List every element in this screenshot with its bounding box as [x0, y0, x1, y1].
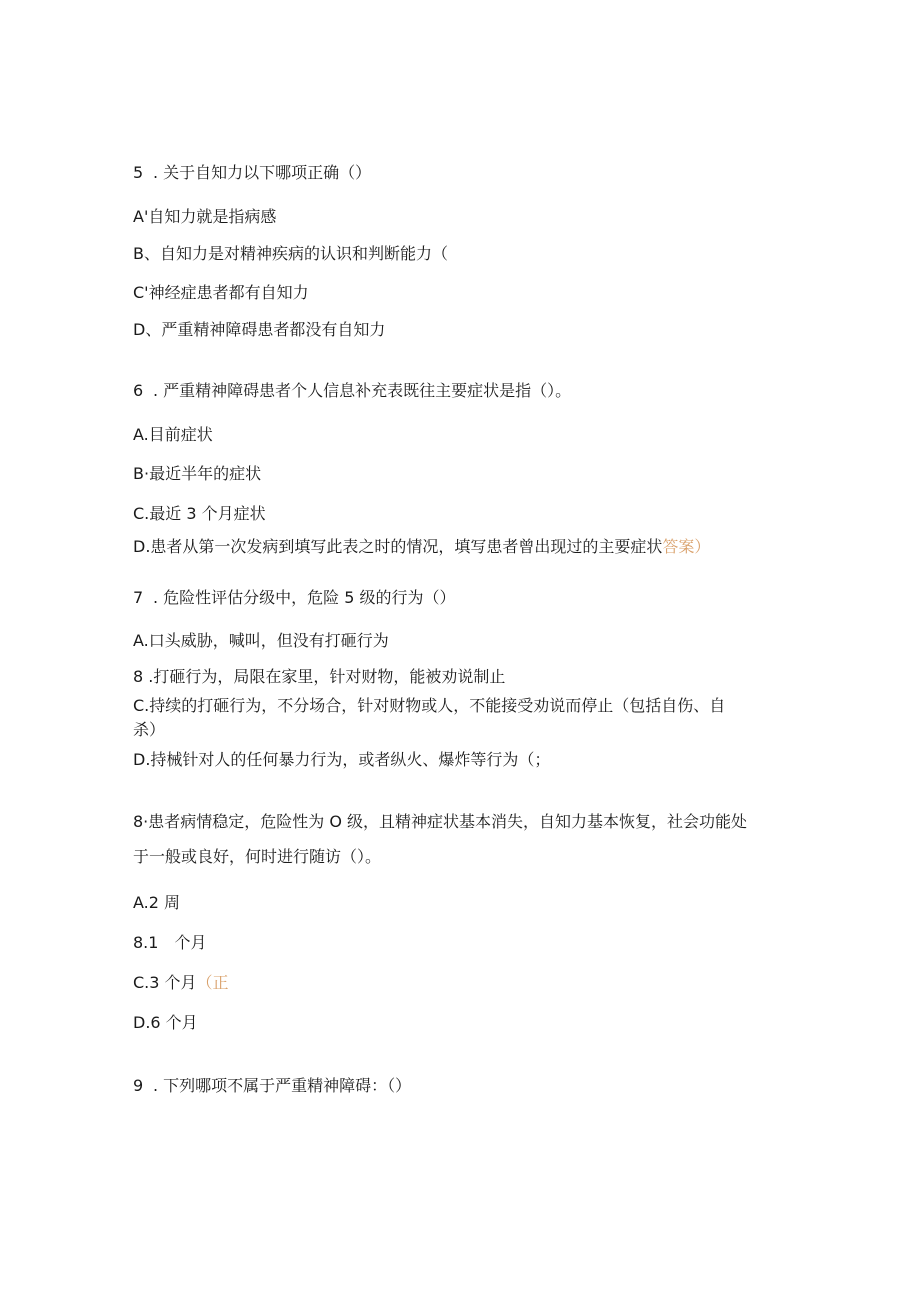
- q7-option-c: C.持续的打砸行为，不分场合，针对财物或人，不能接受劝说而停止（包括自伤、自: [133, 696, 726, 715]
- q5-option-a: A'自知力就是指病感: [133, 207, 277, 226]
- q6-option-d: [133, 537, 710, 557]
- question-text: . 严重精神障碍患者个人信息补充表既往主要症状是指（）。: [153, 381, 572, 400]
- question-9-stem: [133, 1076, 411, 1096]
- q8-option-d: D.6 个月: [133, 1013, 198, 1032]
- question-text: . 下列哪项不属于严重精神障碍：（）: [153, 1076, 412, 1095]
- q8-option-b: 8.1 个月: [133, 933, 207, 952]
- q7-option-c-continued: 杀）: [133, 720, 166, 739]
- question-8-stem: 8·患者病情稳定，危险性为 O 级，且精神症状基本消失，自知力基本恢复，社会功能处: [133, 812, 748, 831]
- q5-option-c: C'神经症患者都有自知力: [133, 283, 309, 302]
- q7-option-b: 8 .打砸行为，局限在家里，针对财物，能被劝说制止: [133, 667, 506, 686]
- q5-option-b: B、自知力是对精神疾病的认识和判断能力（: [133, 244, 448, 263]
- answer-note: （正: [196, 973, 229, 992]
- answer-note: 答案）: [662, 537, 711, 556]
- question-6-stem: [133, 381, 571, 401]
- option-text: D.患者从第一次发病到填写此表之时的情况，填写患者曾出现过的主要症状: [133, 537, 663, 556]
- question-7-stem: [133, 588, 456, 608]
- question-number: 7: [133, 588, 144, 607]
- q7-option-a: A.口头威胁，喊叫，但没有打砸行为: [133, 631, 389, 650]
- option-text: C.3 个月: [133, 973, 197, 992]
- q6-option-a: A.目前症状: [133, 425, 213, 444]
- question-8-stem-continued: 于一般或良好，何时进行随访（）。: [133, 847, 382, 866]
- q6-option-b: B·最近半年的症状: [133, 464, 262, 483]
- question-number: 6: [133, 381, 144, 400]
- q8-option-c: [133, 973, 229, 993]
- q5-option-d: D、严重精神障碍患者都没有自知力: [133, 320, 386, 339]
- q7-option-d: D.持械针对人的任何暴力行为，或者纵火、爆炸等行为（；: [133, 750, 551, 769]
- question-number: 9: [133, 1076, 144, 1095]
- question-text: . 关于自知力以下哪项正确（）: [153, 163, 372, 182]
- question-5-stem: [133, 163, 371, 183]
- q8-option-a: A.2 周: [133, 893, 181, 912]
- question-text: . 危险性评估分级中，危险 5 级的行为（）: [153, 588, 456, 607]
- q6-option-c: C.最近 3 个月症状: [133, 504, 266, 523]
- question-number: 5: [133, 163, 144, 182]
